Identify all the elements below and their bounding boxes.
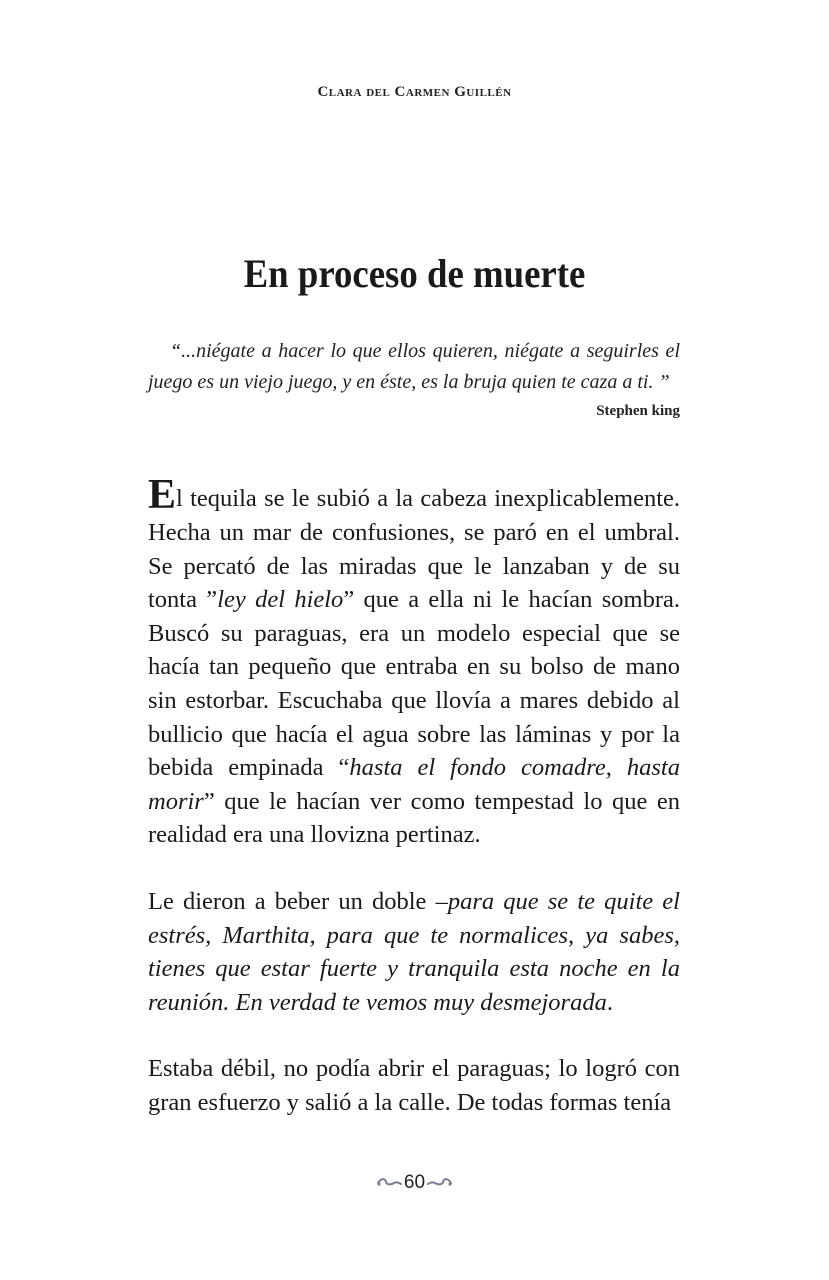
page-number: 60 — [403, 1172, 426, 1193]
left-flourish-icon — [376, 1177, 402, 1189]
right-flourish-icon — [427, 1177, 453, 1189]
running-header: Clara del Carmen Guillén — [317, 84, 512, 100]
paragraph-2-italic: –para que se te quite el estrés, Marthita, para que te normalices, ya sabes, tienes que estar fuerte y tranquila esta noche en la reunión. En verdad te vemos muy desmejorada — [148, 887, 680, 1016]
chapter-title: En proceso de muerte — [243, 251, 586, 296]
page-footer — [0, 1172, 829, 1194]
paragraph-1-text-c: ” que le hacían ver como tempestad lo que en realidad era una llovizna pertinaz. — [148, 787, 680, 849]
paragraph-2 — [148, 885, 680, 1019]
paragraph-1-italic-b: hasta el fondo comadre, hasta morir — [148, 754, 680, 815]
paragraph-3: Estaba débil, no podía abrir el paraguas; lo logró con gran esfuerzo y salió a la calle. De todas formas tenía — [148, 1055, 680, 1116]
paragraph-2-text-b: . — [606, 988, 613, 1016]
paragraph-1-italic-a: ley del hielo — [217, 586, 344, 614]
body-text — [148, 474, 680, 1153]
paragraph-1 — [148, 474, 680, 852]
epigraph-quote: “...niégate a hacer lo que ellos quieren, niégate a seguirles el juego es un viejo juego, y en éste, es la bruja quien te caza a ti. ” — [148, 340, 680, 393]
epigraph — [148, 336, 680, 422]
paragraph-1-text-b: ” que a ella ni le hacían sombra. Buscó su paraguas, era un modelo especial que se hacía tan pequeño que entraba en su bolso de mano sin estorbar. Escuchaba que llovía a mares debido al bullicio que hacía el agua sobre las láminas y por la bebida empinada “ — [148, 586, 680, 782]
paragraph-1-text-a: l tequila se le subió a la cabeza inexplicablemente. Hecha un mar de confusiones, se paró en el umbral. Se percató de las miradas que le lanzaban y de su tonta ” — [148, 485, 680, 614]
drop-cap: E — [148, 472, 177, 518]
paragraph-2-text-a: Le dieron a beber un doble — [148, 887, 436, 915]
epigraph-attribution: Stephen king — [596, 403, 680, 419]
